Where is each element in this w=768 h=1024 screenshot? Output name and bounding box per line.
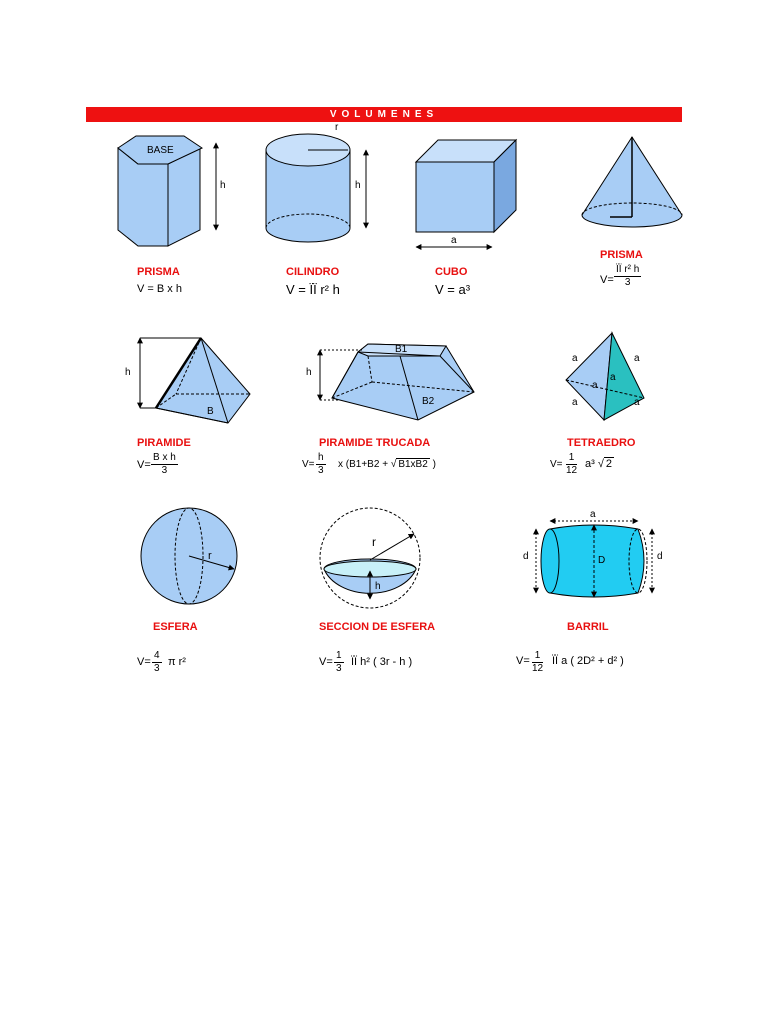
cono-name: PRISMA <box>600 249 643 261</box>
piramide-fraction <box>151 452 178 477</box>
tetraedro-name: TETRAEDRO <box>567 437 636 449</box>
tetraedro-denominator: 12 <box>566 465 578 476</box>
esfera-r-label: r <box>208 550 212 562</box>
esfera-fraction <box>152 650 162 675</box>
prisma-name: PRISMA <box>137 266 180 278</box>
piramide-trucada-formula-mid: x (B1+B2 + <box>338 459 389 470</box>
seccion-h-label: h <box>375 581 381 592</box>
piramide-trucada-b2-label: B2 <box>422 396 435 407</box>
seccion-esfera-figure <box>320 508 420 608</box>
cubo-formula: V = a³ <box>435 282 471 297</box>
cubo-figure <box>416 140 516 247</box>
barril-denominator: 12 <box>532 663 544 674</box>
tetraedro-formula-mid: a³ <box>585 458 595 470</box>
barril-a-label: a <box>590 509 596 520</box>
cilindro-formula: V = ÏÏ r² h <box>286 282 340 297</box>
barril-d-label-right: d <box>657 551 663 562</box>
esfera-formula-prefix: V= <box>137 656 151 668</box>
barril-fraction <box>532 650 543 675</box>
esfera-formula-end: π r² <box>168 656 186 668</box>
barril-d-label-left: d <box>523 551 529 562</box>
piramide-trucada-b1-label: B1 <box>395 344 408 355</box>
seccion-denominator: 3 <box>336 663 342 674</box>
piramide-trucada-radicand: B1xB2 <box>398 459 428 470</box>
barril-name: BARRIL <box>567 621 609 633</box>
piramide-name: PIRAMIDE <box>137 437 191 449</box>
prisma-base-label: BASE <box>147 145 174 156</box>
piramide-numerator: B x h <box>153 452 176 463</box>
cilindro-h-label: h <box>355 180 361 191</box>
piramide-trucada-radical-sign: √ <box>390 459 397 470</box>
piramide-trucada-formula-rest <box>338 459 436 470</box>
seccion-fraction <box>334 650 344 675</box>
tetraedro-radical-sign: √ <box>597 458 604 470</box>
esfera-figure <box>141 508 237 604</box>
esfera-name: ESFERA <box>153 621 198 633</box>
esfera-denominator: 3 <box>154 663 160 674</box>
cono-fraction <box>614 264 641 289</box>
tetraedro-a-label-5: a <box>572 397 578 408</box>
seccion-numerator: 1 <box>336 650 342 661</box>
seccion-r-label: r <box>372 535 376 549</box>
tetraedro-a-label-1: a <box>572 353 578 364</box>
cilindro-name: CILINDRO <box>286 266 340 278</box>
piramide-trucada-denominator: 3 <box>318 465 324 476</box>
tetraedro-fraction <box>566 452 577 477</box>
prisma-formula: V = B x h <box>137 283 182 295</box>
piramide-trucada-h-label: h <box>306 367 312 378</box>
tetraedro-formula-rest <box>585 458 614 470</box>
piramide-figure <box>140 338 250 423</box>
tetraedro-a-label-2: a <box>634 353 640 364</box>
prisma-h-label: h <box>220 180 226 191</box>
esfera-numerator: 4 <box>154 650 160 661</box>
tetraedro-a-label-3: a <box>610 372 616 383</box>
tetraedro-formula-prefix: V= <box>550 459 563 470</box>
tetraedro-a-label-4: a <box>592 380 598 391</box>
cono-figure <box>582 137 682 227</box>
barril-formula-end: ÏÏ a ( 2D² + d² ) <box>552 655 624 667</box>
seccion-formula-prefix: V= <box>319 656 333 668</box>
piramide-trucada-formula-prefix: V= <box>302 459 315 470</box>
cono-numerator: ÏÏ r² h <box>616 264 640 275</box>
seccion-name: SECCION DE ESFERA <box>319 621 436 633</box>
cubo-a-label: a <box>451 235 457 246</box>
cilindro-figure <box>266 134 366 242</box>
piramide-trucada-figure <box>320 344 474 420</box>
cubo-name: CUBO <box>435 266 468 278</box>
cono-denominator: 3 <box>624 277 631 288</box>
piramide-h-label: h <box>125 367 131 378</box>
piramide-denominator: 3 <box>161 465 168 476</box>
tetraedro-numerator: 1 <box>566 452 577 465</box>
cilindro-r-label: r <box>335 122 339 133</box>
seccion-formula-end: ÏÏ h² ( 3r - h ) <box>351 656 413 668</box>
tetraedro-radicand: 2 <box>605 458 613 470</box>
title-banner: VOLUMENES <box>86 107 682 122</box>
piramide-trucada-name: PIRAMIDE TRUCADA <box>319 437 431 449</box>
piramide-b-label: B <box>207 406 214 417</box>
barril-numerator: 1 <box>532 650 543 663</box>
piramide-formula-prefix: V= <box>137 459 151 471</box>
barril-D-label: D <box>598 555 606 566</box>
cono-formula-prefix: V= <box>600 274 614 286</box>
piramide-trucada-numerator: h <box>318 452 324 463</box>
tetraedro-a-label-6: a <box>634 397 640 408</box>
barril-formula-prefix: V= <box>516 655 530 667</box>
piramide-trucada-formula-end: ) <box>432 459 436 470</box>
piramide-trucada-fraction <box>316 452 326 477</box>
barril-figure <box>536 521 652 597</box>
